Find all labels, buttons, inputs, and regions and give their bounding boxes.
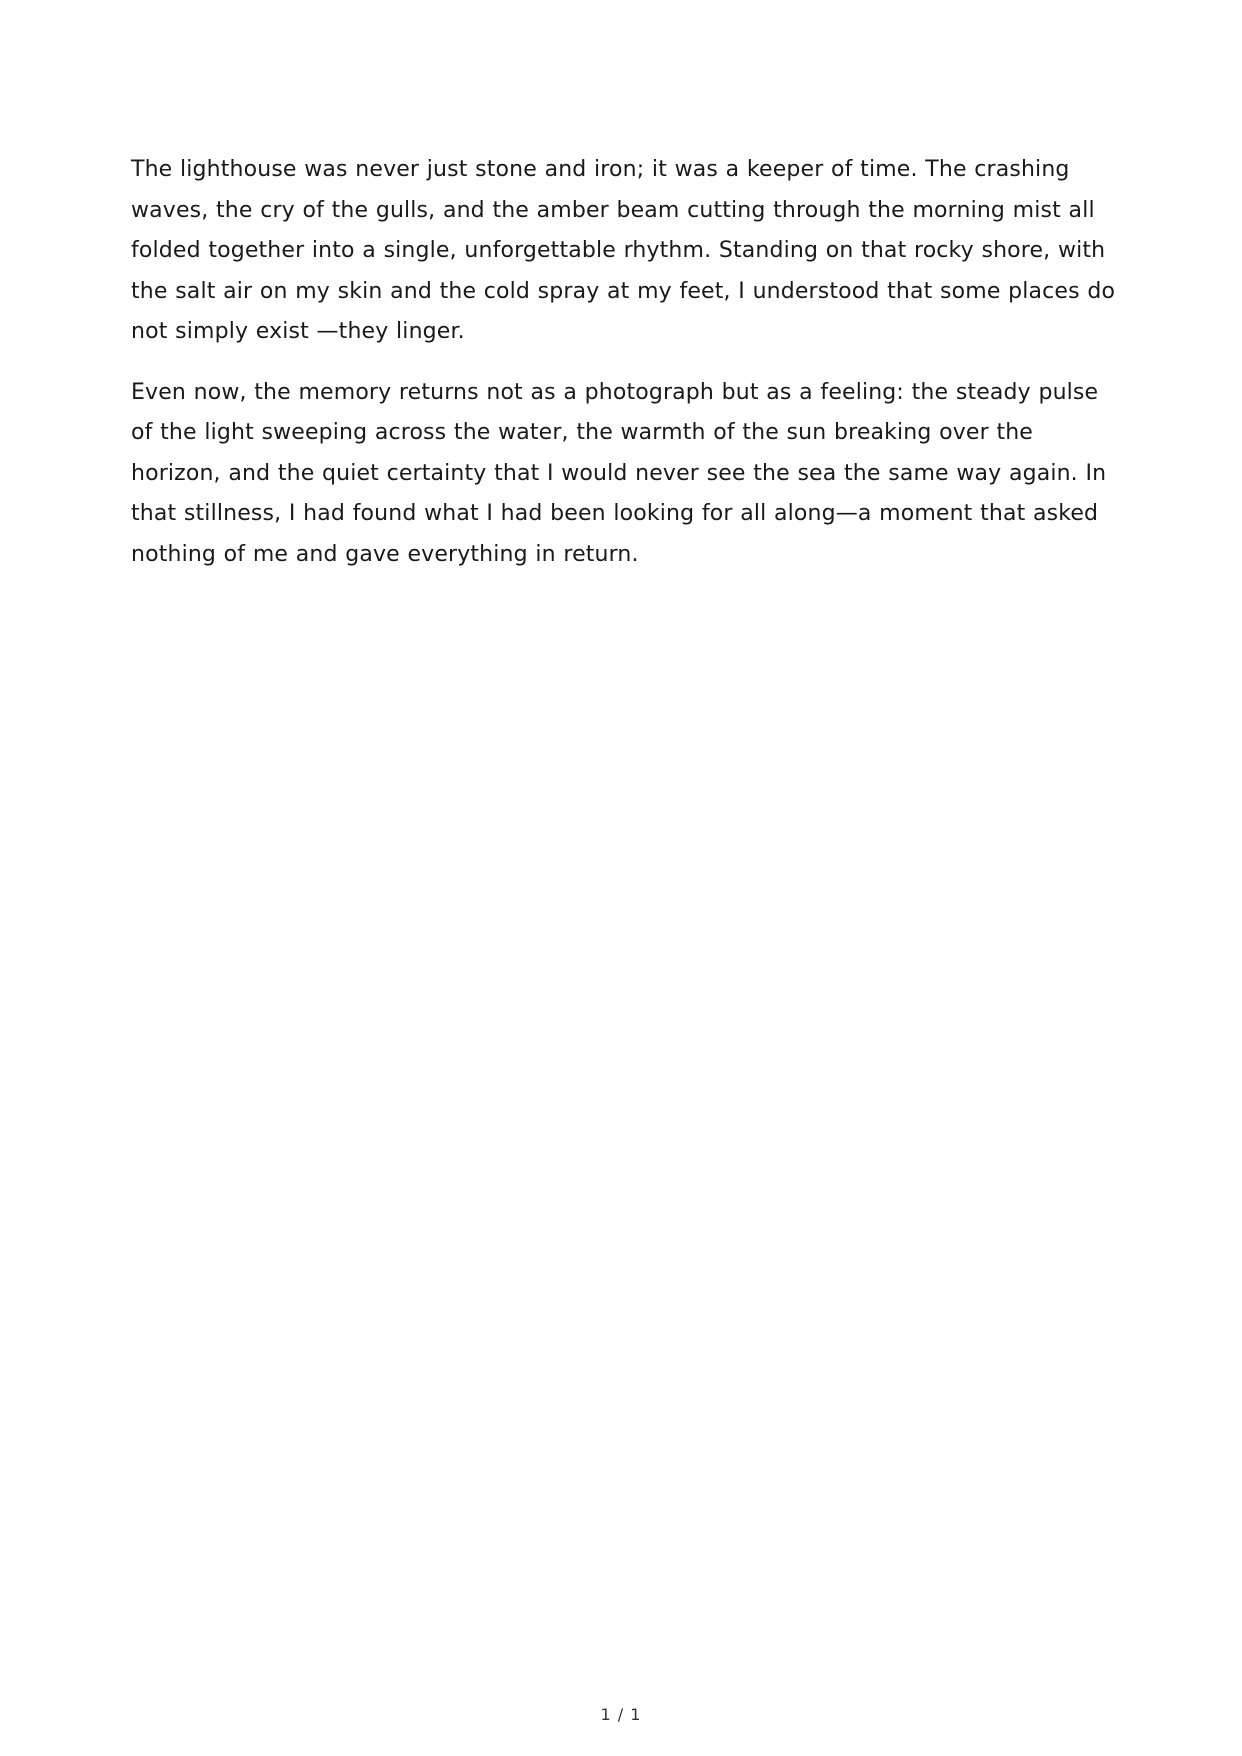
paragraph-1: The lighthouse was never just stone and iron; it was a keeper of time. The crashing waves, the cry of the gulls, and the amber beam cutting through the morning mist all folded together into a single, unforgettable rhythm. Standing on that rocky shore, with the salt air on my skin and the cold spray at my feet, I understood that some places do not simply exist —they linger. bbox=[131, 157, 1116, 344]
document-body bbox=[131, 150, 1121, 595]
paragraph-2: Even now, the memory returns not as a photograph but as a feeling: the steady pulse of the light sweeping across the water, the warmth of the sun breaking over the horizon, and the quiet certainty that I would never see the sea the same way again. In that stillness, I had found what I had been looking for all along—a moment that asked nothing of me and gave everything in return. bbox=[131, 379, 1107, 567]
page-number: 1 / 1 bbox=[600, 1705, 642, 1724]
